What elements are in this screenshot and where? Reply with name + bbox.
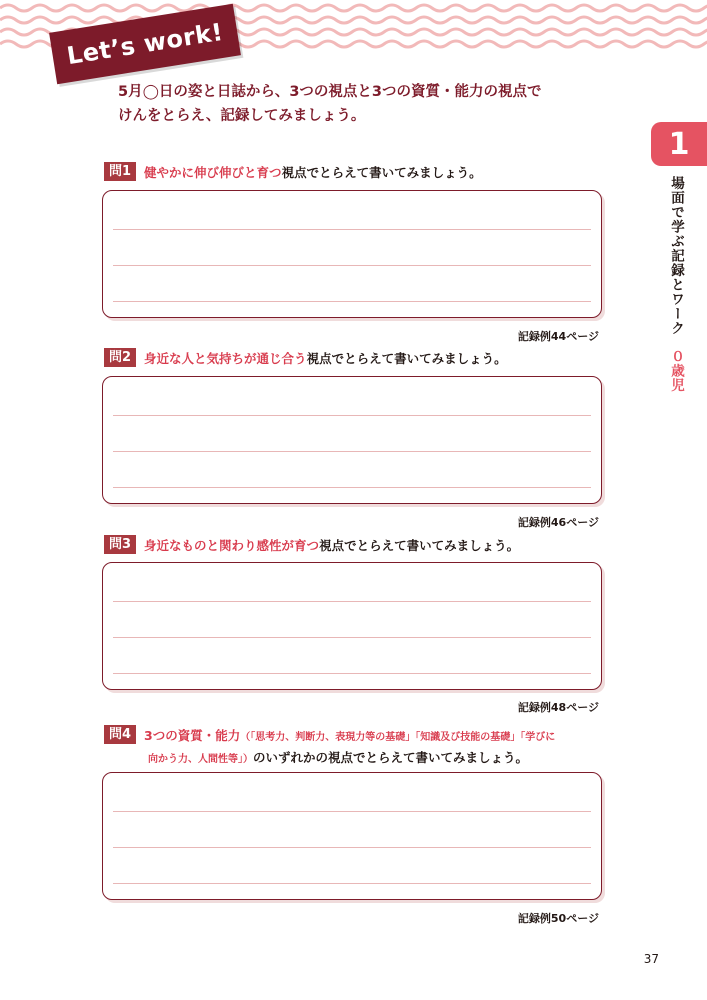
ruled-line [113,637,591,638]
question-4-note-1: （「思考力、判断力、表現力等の基礎」「知識及び技能の基礎」「学びに [240,731,556,743]
question-4-tag: 問4 [104,725,136,744]
ruled-line [113,229,591,230]
question-3-heading [104,535,519,554]
question-1-heading [104,162,482,181]
ruled-line [113,601,591,602]
ruled-line [113,847,591,848]
question-2-title [144,349,507,367]
ruled-line [113,451,591,452]
reference-page-3: 記録例48ページ [517,701,599,714]
question-1-rest: 視点でとらえて書いてみましょう。 [281,164,482,180]
answer-box-4[interactable] [102,772,602,900]
question-4-title [144,726,555,744]
question-1-tag: 問1 [104,162,136,181]
question-1-highlight: 健やかに伸び伸びと育つ [144,164,282,180]
question-2-tag: 問2 [104,348,136,367]
ruled-line [113,883,591,884]
chapter-side-label [666,176,686,393]
banner-text: Let’s work! [64,17,226,71]
answer-box-1[interactable] [102,190,602,318]
ruled-line [113,265,591,266]
question-2-rest: 視点でとらえて書いてみましょう。 [306,350,507,366]
question-4-heading [104,725,555,744]
chapter-age: ０歳児 [668,349,684,393]
answer-box-2[interactable] [102,376,602,504]
intro-line-2: けんをとらえ、記録してみましょう。 [118,108,366,124]
ruled-line [113,487,591,488]
question-4-line-2 [148,748,528,766]
ruled-line [113,301,591,302]
question-4-highlight: 3つの資質・能力 [144,727,241,743]
question-3-highlight: 身近なものと関わり感性が育つ [144,537,320,553]
ruled-line [113,673,591,674]
question-3-title [144,536,519,554]
chapter-title: 場面で学ぶ記録とワーク [668,176,684,336]
ruled-line [113,811,591,812]
ruled-line [113,415,591,416]
question-3-tag: 問3 [104,535,136,554]
question-4-rest: のいずれかの視点でとらえて書いてみましょう。 [253,750,529,765]
intro-line-1: 5月◯日の姿と日誌から、3つの視点と3つの資質・能力の視点で [118,84,542,100]
reference-page-1: 記録例44ページ [517,330,599,343]
chapter-number-tab: 1 [651,122,707,166]
reference-page-4: 記録例50ページ [517,912,599,925]
answer-box-3[interactable] [102,562,602,690]
question-4-note-2: 向かう力、人間性等」） [148,754,253,765]
question-1-title [144,163,482,181]
reference-page-2: 記録例46ページ [517,516,599,529]
question-2-highlight: 身近な人と気持ちが通じ合う [144,350,307,366]
page-number: 37 [643,952,659,966]
intro-text [118,80,598,128]
question-2-heading [104,348,507,367]
question-3-rest: 視点でとらえて書いてみましょう。 [319,537,520,553]
